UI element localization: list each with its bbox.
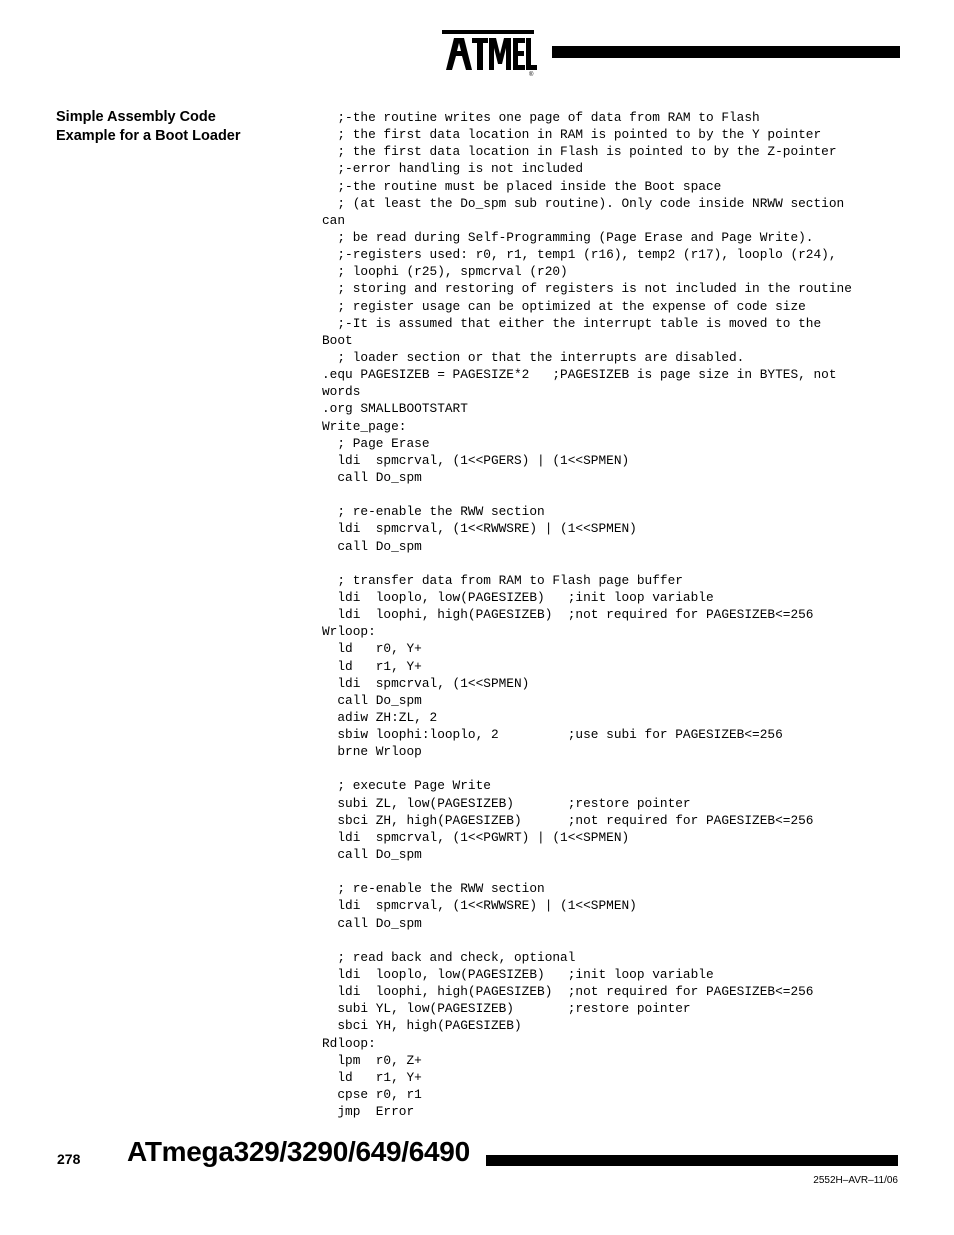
code-line: ;-the routine must be placed inside the Boot space xyxy=(322,178,722,194)
code-line: ; be read during Self-Programming (Page Erase and Page Write). xyxy=(322,229,814,245)
heading-line-1: Simple Assembly Code xyxy=(56,109,216,125)
code-line: ldi spmcrval, (1<<PGERS) | (1<<SPMEN) xyxy=(322,452,630,468)
code-line: call Do_spm xyxy=(322,469,422,485)
code-line xyxy=(322,863,922,880)
code-line: ldi looplo, low(PAGESIZEB) ;init loop variable xyxy=(322,589,714,605)
registered-mark: ® xyxy=(529,72,534,78)
code-line: ldi spmcrval, (1<<RWWSRE) | (1<<SPMEN) xyxy=(322,521,637,537)
code-line: Boot xyxy=(322,332,353,348)
code-line: ; the first data location in Flash is pointed to by the Z-pointer xyxy=(322,144,837,160)
code-line: ;-registers used: r0, r1, temp1 (r16), temp2 (r17), looplo (r24), xyxy=(322,247,837,263)
code-line: lpm r0, Z+ xyxy=(322,1052,422,1068)
code-line xyxy=(322,555,922,572)
heading-line-2: Example for a Boot Loader xyxy=(56,128,241,144)
code-line: adiw ZH:ZL, 2 xyxy=(322,709,438,725)
code-line: ldi spmcrval, (1<<SPMEN) xyxy=(322,675,530,691)
code-line xyxy=(322,932,922,949)
code-line: ; re-enable the RWW section xyxy=(322,504,545,520)
code-line: Rdloop: xyxy=(322,1035,376,1051)
code-line: ; read back and check, optional xyxy=(322,949,576,965)
code-line: ; storing and restoring of registers is not included in the routine xyxy=(322,281,852,297)
code-line: call Do_spm xyxy=(322,915,422,931)
code-line xyxy=(322,760,922,777)
code-line: .equ PAGESIZEB = PAGESIZE*2 ;PAGESIZEB is page size in BYTES, not xyxy=(322,367,837,383)
code-listing xyxy=(322,109,922,1120)
code-line: jmp Error xyxy=(322,1104,415,1120)
code-line: call Do_spm xyxy=(322,847,422,863)
code-line: sbiw loophi:looplo, 2 ;use subi for PAGESIZEB<=256 xyxy=(322,727,783,743)
code-line: ; re-enable the RWW section xyxy=(322,881,545,897)
code-line: subi ZL, low(PAGESIZEB) ;restore pointer xyxy=(322,795,691,811)
code-line: ; register usage can be optimized at the expense of code size xyxy=(322,298,806,314)
code-line: ldi spmcrval, (1<<PGWRT) | (1<<SPMEN) xyxy=(322,829,630,845)
code-line: ld r1, Y+ xyxy=(322,1069,422,1085)
code-line: ldi spmcrval, (1<<RWWSRE) | (1<<SPMEN) xyxy=(322,898,637,914)
code-line: ;-It is assumed that either the interrupt table is moved to the xyxy=(322,315,822,331)
code-line: words xyxy=(322,384,361,400)
code-line: ldi loophi, high(PAGESIZEB) ;not required for PAGESIZEB<=256 xyxy=(322,607,814,623)
code-line: sbci ZH, high(PAGESIZEB) ;not required for PAGESIZEB<=256 xyxy=(322,812,814,828)
code-line: Write_page: xyxy=(322,418,407,434)
code-line: ; (at least the Do_spm sub routine). Only code inside NRWW section xyxy=(322,195,845,211)
code-line: ; Page Erase xyxy=(322,435,430,451)
code-line: ; the first data location in RAM is pointed to by the Y pointer xyxy=(322,127,822,143)
section-heading xyxy=(56,108,296,146)
header-rule xyxy=(552,46,900,58)
code-line: .org SMALLBOOTSTART xyxy=(322,401,468,417)
code-line: ld r0, Y+ xyxy=(322,641,422,657)
code-line: ;-the routine writes one page of data from RAM to Flash xyxy=(322,110,760,125)
atmel-logo xyxy=(440,28,540,78)
code-line: sbci YH, high(PAGESIZEB) xyxy=(322,1018,522,1034)
code-line: ldi looplo, low(PAGESIZEB) ;init loop variable xyxy=(322,967,714,983)
code-line: can xyxy=(322,212,346,228)
code-line: subi YL, low(PAGESIZEB) ;restore pointer xyxy=(322,1001,691,1017)
code-line: brne Wrloop xyxy=(322,744,422,760)
code-line: ; loophi (r25), spmcrval (r20) xyxy=(322,264,568,280)
code-line: Wrloop: xyxy=(322,624,376,640)
product-title: ATmega329/3290/649/6490 xyxy=(127,1136,470,1167)
code-line: ; transfer data from RAM to Flash page buffer xyxy=(322,572,683,588)
code-line: call Do_spm xyxy=(322,692,422,708)
code-line: ;-error handling is not included xyxy=(322,161,584,177)
code-line xyxy=(322,486,922,503)
code-line: ; loader section or that the interrupts are disabled. xyxy=(322,349,745,365)
code-line: ld r1, Y+ xyxy=(322,658,422,674)
code-line: cpse r0, r1 xyxy=(322,1087,422,1103)
code-line: ; execute Page Write xyxy=(322,778,491,794)
document-code: 2552H–AVR–11/06 xyxy=(813,1175,898,1186)
footer-rule xyxy=(486,1155,898,1166)
page-number: 278 xyxy=(57,1151,81,1167)
code-line: call Do_spm xyxy=(322,538,422,554)
code-line: ldi loophi, high(PAGESIZEB) ;not required for PAGESIZEB<=256 xyxy=(322,984,814,1000)
